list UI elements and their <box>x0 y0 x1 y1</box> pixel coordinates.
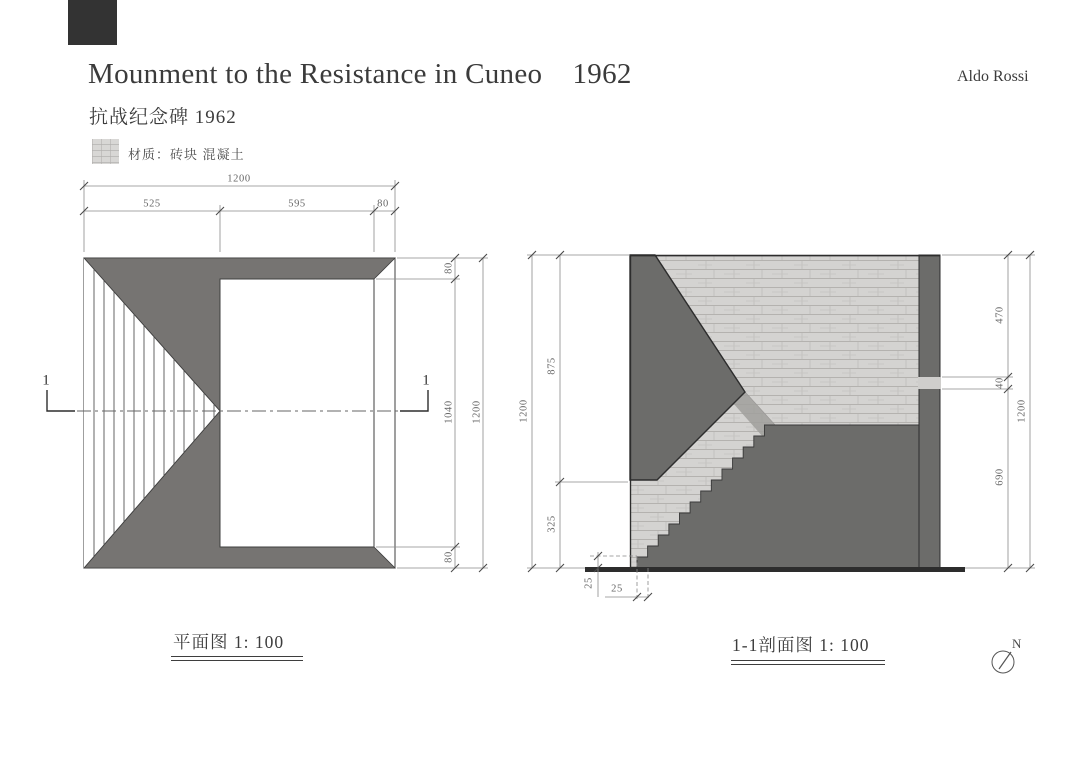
dim-section-step-height: 25 <box>583 577 595 589</box>
dim-section-right-690: 690 <box>994 468 1006 486</box>
section-view-label: 1-1剖面图 1: 100 <box>732 635 870 655</box>
dim-plan-right-80-top: 80 <box>443 262 455 274</box>
section-right-wall <box>919 255 940 568</box>
cut-number-right: 1 <box>422 372 430 389</box>
dim-plan-top-525: 525 <box>143 198 161 210</box>
plan-void <box>220 279 374 547</box>
dim-plan-right-total: 1200 <box>471 400 483 424</box>
dim-plan-right-80-bottom: 80 <box>443 551 455 563</box>
section-cut-mark-right <box>400 390 428 411</box>
dim-plan-top-80: 80 <box>377 198 389 210</box>
dim-section-right-40: 40 <box>994 377 1006 389</box>
plan-label-underline <box>171 656 303 661</box>
cut-number-left: 1 <box>42 372 50 389</box>
plan-drawing <box>47 258 428 568</box>
section-cut-mark-left <box>47 390 75 411</box>
north-arrow-icon <box>992 651 1014 673</box>
section-right-wall-joint <box>918 377 941 389</box>
sheet-title: Mounment to the Resistance in Cuneo 1962 <box>88 58 632 90</box>
dim-section-step-width: 25 <box>611 583 623 595</box>
section-label-underline <box>731 660 885 665</box>
architect-name: Aldo Rossi <box>957 68 1029 85</box>
dim-plan-right-1040: 1040 <box>443 400 455 424</box>
dim-plan-top-595: 595 <box>288 198 306 210</box>
dim-plan-top-total: 1200 <box>227 173 251 185</box>
dim-section-left-total: 1200 <box>518 399 530 423</box>
dim-section-left-875: 875 <box>546 357 558 375</box>
section-drawing <box>585 255 965 600</box>
plan-view-label: 平面图 1: 100 <box>173 632 285 652</box>
material-legend-label: 材质：砖块 混凝土 <box>128 147 245 162</box>
dim-section-right-total: 1200 <box>1016 399 1028 423</box>
dim-section-left-325: 325 <box>546 515 558 533</box>
sheet-subtitle: 抗战纪念碑 1962 <box>89 107 237 128</box>
north-label: N <box>1012 636 1022 651</box>
section-ground-line <box>585 567 965 572</box>
dim-section-right-470: 470 <box>994 306 1006 324</box>
